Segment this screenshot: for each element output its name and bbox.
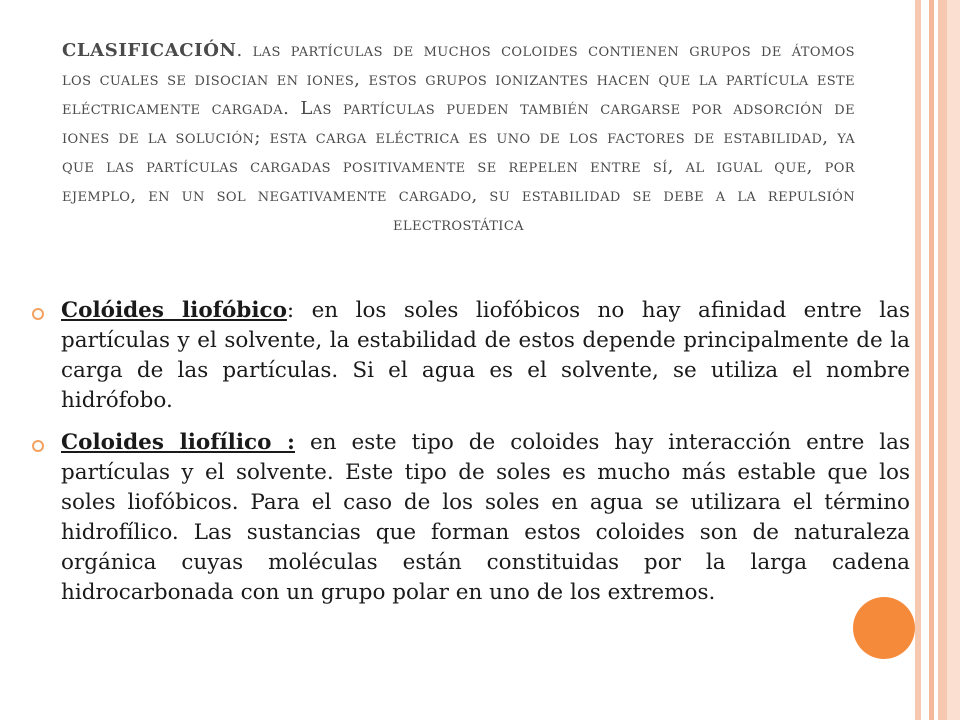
decorative-stripe [938, 0, 947, 720]
bullet-ring-icon [32, 308, 44, 320]
bullet-text-liofilico: en este tipo de coloides hay interacción entre las partículas y el solvente. Este tipo de soles es mucho más estable que los soles liofóbicos. Para el caso de los soles en agua se utilizara el término hidrofílico. Las sustancias que forman estos coloides son de naturaleza orgánica cuyas moléculas están constituidas por la larga cadena hidrocarbonada con un grupo polar en uno de los extremos. [61, 430, 910, 605]
bullet-ring-icon [32, 440, 44, 452]
bullet-text-liofobico: : en los soles liofóbicos no hay afinidad entre las partículas y el solvente, la estabilidad de estos depende principalmente de la carga de las partículas. Si el agua es el solvente, se utiliza el nombre hidrófobo. [61, 298, 911, 413]
orange-circle-decoration [853, 597, 915, 659]
decorative-stripe [921, 0, 929, 720]
term-liofilico: Coloides liofílico : [61, 430, 295, 455]
bullet-list [30, 296, 910, 620]
decorative-stripe [947, 0, 960, 720]
title-body: . las partículas de muchos coloides contienen grupos de átomos los cuales se disocian en iones, estos grupos ionizantes hacen que la partícula este eléctricamente cargada. Las partículas pueden también cargarse por adsorción de iones de la solución; esta carga eléctrica es uno de los factores de estabilidad, ya que las partículas cargadas positivamente se repelen entre sí, al igual que, por ejemplo, en un sol negativamente cargado, su estabilidad se debe a la repulsión electrostática [62, 40, 855, 235]
bullet-liofobico [30, 296, 910, 416]
title-lead: CLASIFICACIÓN [62, 40, 237, 61]
slide-title [62, 36, 855, 239]
bullet-liofilico [30, 428, 910, 608]
term-liofobico: Colóides liofóbico [61, 298, 287, 323]
